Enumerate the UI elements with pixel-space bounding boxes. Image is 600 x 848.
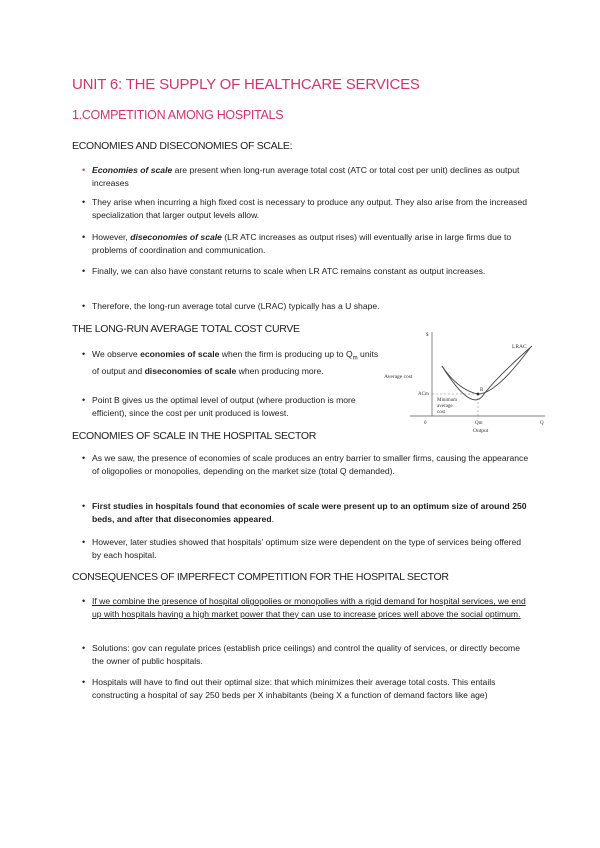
econ-b3-text: (LR ATC increases as output rises) will eventually arise in large firms due to problems of coordination and communication. bbox=[92, 232, 512, 255]
econ-bullet-4: • Finally, we can also have constant returns to scale when LR ATC remains constant as output increases. bbox=[92, 265, 532, 278]
lrac-figure bbox=[380, 328, 550, 438]
hospital-bullet-1: • As we saw, the presence of economies of scale produces an entry barrier to smaller firms, causing the appearance of oligopolies or monopolies, depending on the market size (total Q demanded). bbox=[92, 452, 532, 477]
point-b-marker bbox=[477, 393, 480, 396]
min-cost-label-3: cost bbox=[437, 410, 446, 415]
hospital-bullet-2 bbox=[92, 500, 532, 525]
lrac-b1-rest: when producing more. bbox=[236, 366, 324, 377]
conseq-bullet-2: • Solutions: gov can regulate prices (establish price ceilings) and control the quality of services, or directly become the owner of public hospitals. bbox=[92, 642, 532, 667]
point-b-label: B bbox=[480, 388, 484, 393]
econ-b3-pre: However, bbox=[92, 232, 131, 242]
lrac-b1-pre: We observe bbox=[92, 349, 141, 359]
min-cost-label-1: Minimum bbox=[437, 398, 458, 403]
econ-b3-term: diseconomies of scale bbox=[130, 232, 222, 242]
lrac-heading: THE LONG-RUN AVERAGE TOTAL COST CURVE bbox=[72, 323, 300, 335]
conseq-heading: CONSEQUENCES OF IMPERFECT COMPETITION FOR THE HOSPITAL SECTOR bbox=[72, 571, 449, 583]
curve-label: LRAC bbox=[512, 344, 527, 350]
section-heading: 1.COMPETITION AMONG HOSPITALS bbox=[72, 108, 284, 122]
acm-label: ACm bbox=[418, 392, 429, 397]
qm-label: Qm bbox=[475, 421, 483, 426]
origin-label: 0 bbox=[424, 421, 427, 426]
avg-cost-label: Average cost bbox=[384, 374, 413, 380]
econ-bullet-2: • They arise when incurring a high fixed cost is necessary to produce any output. They also arise from the increased specialization that larger output levels allow. bbox=[92, 196, 532, 221]
econ-b1-term: Economies of scale bbox=[92, 165, 173, 175]
lrac-bullet-2: • Point B gives us the optimal level of output (where production is more efficient), since the cost per unit produced is lowest. bbox=[92, 394, 382, 419]
lrac-b1-sub: m bbox=[352, 355, 358, 362]
min-cost-label-2: average bbox=[437, 404, 453, 409]
page-title: UNIT 6: THE SUPPLY OF HEALTHCARE SERVICES bbox=[72, 76, 420, 93]
conseq-bullet-1: • If we combine the presence of hospital oligopolies or monopolies with a rigid demand for hospital services, we end up with hospitals having a high market power that they can use to increase prices well above the social optimum. bbox=[92, 595, 532, 620]
y-axis-label: $ bbox=[426, 333, 429, 338]
q-label: Q bbox=[540, 421, 544, 426]
econ-b1-text: are present when long-run average total cost (ATC or total cost per unit) declines as output increases bbox=[92, 165, 520, 188]
lrac-b1-mid2: units of output and bbox=[92, 349, 379, 377]
hospital-bullet-3: • However, later studies showed that hospitals' optimum size were dependent on the type of services being offered by each hospital. bbox=[92, 536, 532, 561]
econ-bullet-3 bbox=[92, 231, 532, 256]
hospital-heading: ECONOMIES OF SCALE IN THE HOSPITAL SECTOR bbox=[72, 430, 317, 442]
conseq-bullet-3: • Hospitals will have to find out their optimal size: that which minimizes their average total costs. This entails constructing a hospital of say 250 beds per X inhabitants (being X a function of demand factors like age) bbox=[92, 676, 532, 701]
x-axis-title: Output bbox=[473, 428, 489, 434]
lrac-b1-term2: diseconomies of scale bbox=[144, 366, 237, 377]
econ-bullet-5: • Therefore, the long-run average total curve (LRAC) typically has a U shape. bbox=[92, 300, 532, 313]
lrac-curve-main bbox=[442, 348, 530, 394]
hospital-b2-end: . bbox=[271, 513, 274, 524]
econ-heading: ECONOMIES AND DISECONOMIES OF SCALE: bbox=[72, 140, 293, 152]
lrac-b1-term1: economies of scale bbox=[140, 349, 220, 359]
lrac-bullet-1 bbox=[92, 348, 382, 378]
lrac-b1-mid: when the firm is producing up to Q bbox=[219, 349, 353, 359]
hospital-b2-strong: First studies in hospitals found that economies of scale were present up to an optimum size of around 250 beds, and after that diseconomies appeared bbox=[92, 501, 527, 524]
econ-bullet-1 bbox=[92, 164, 532, 189]
